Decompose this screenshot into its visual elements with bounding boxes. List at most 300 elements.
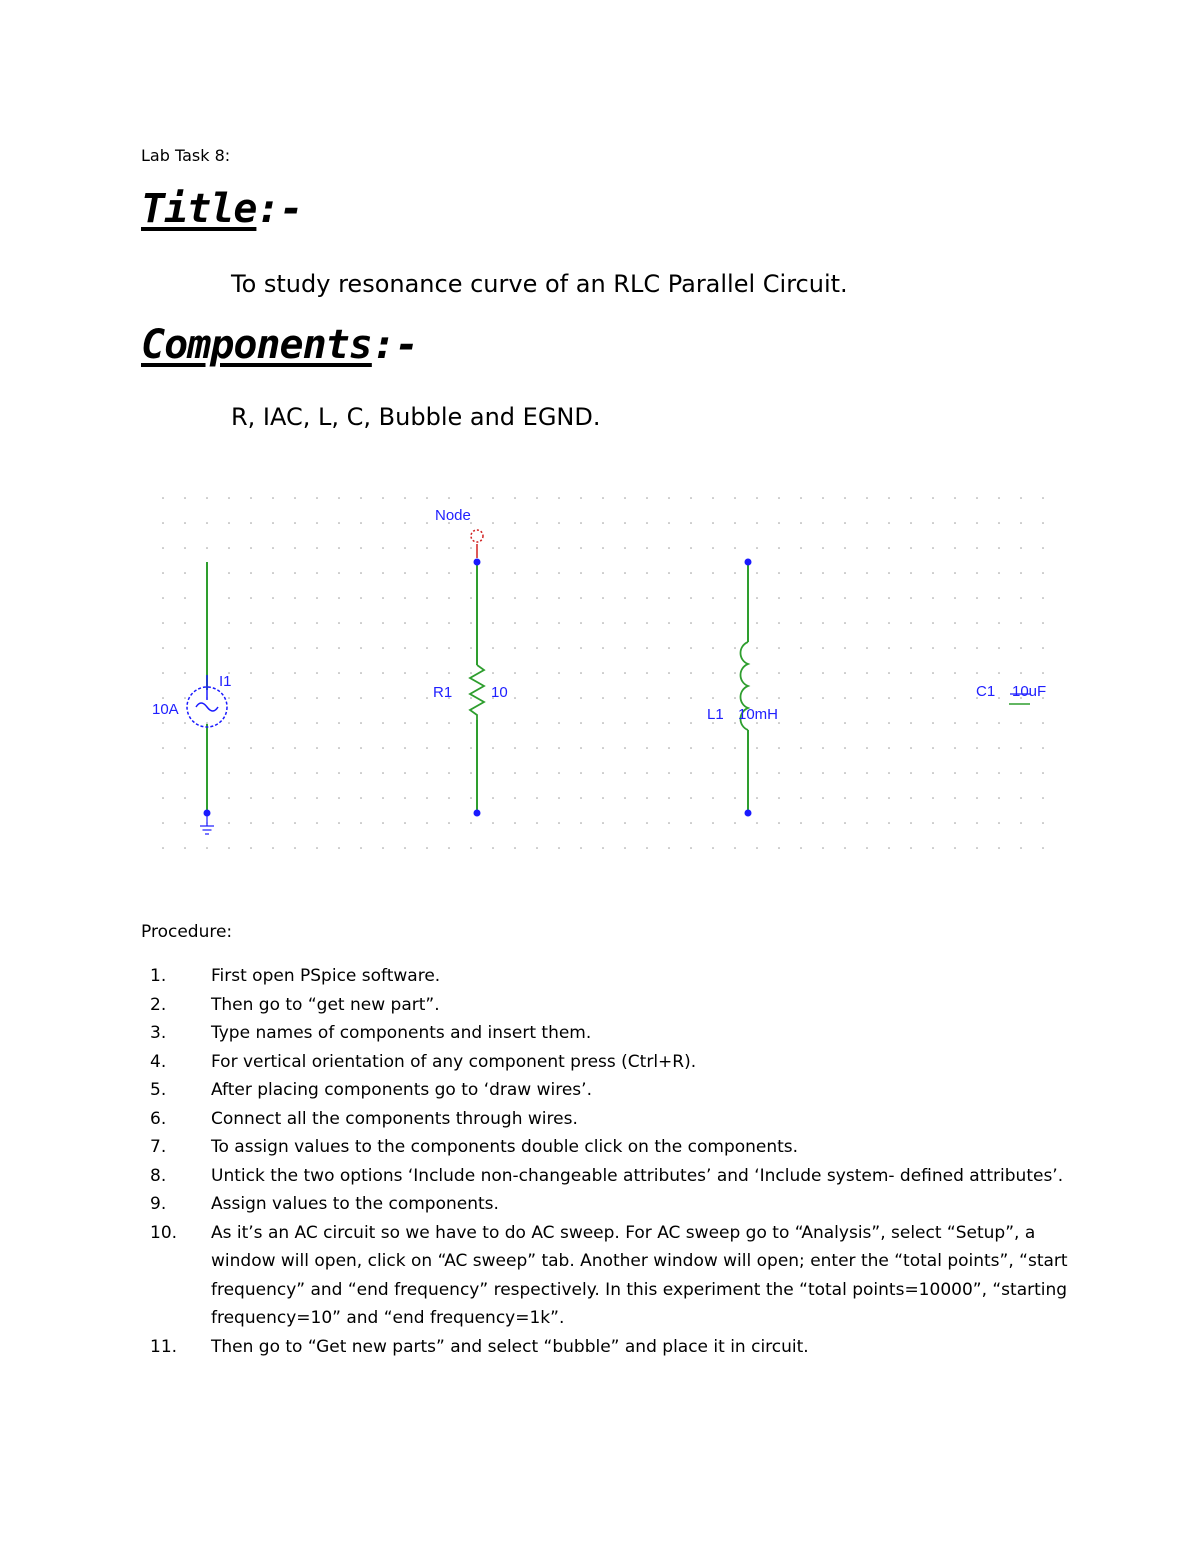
grid-dot [514,622,516,624]
grid-dot [998,722,1000,724]
grid-dot [866,547,868,549]
grid-dot [448,797,450,799]
grid-dot [514,847,516,849]
grid-dot [558,497,560,499]
grid-dot [1042,522,1044,524]
procedure-step [141,962,1101,991]
grid-dot [162,797,164,799]
grid-dot [668,697,670,699]
grid-dot [1042,547,1044,549]
grid-dot [382,522,384,524]
grid-dot [294,822,296,824]
grid-dot [800,622,802,624]
grid-dot [228,822,230,824]
grid-dot [228,522,230,524]
grid-dot [866,647,868,649]
grid-dot [338,672,340,674]
grid-dot [272,772,274,774]
grid-dot [602,772,604,774]
grid-dot [360,722,362,724]
capacitor-value-label: 10uF [1012,683,1047,700]
grid-dot [316,522,318,524]
bubble-node [435,507,483,558]
grid-dot [646,572,648,574]
grid-dot [360,847,362,849]
grid-dot [734,647,736,649]
grid-dot [580,497,582,499]
grid-dot [756,622,758,624]
step-number: 1. [150,966,167,986]
grid-dot [470,672,472,674]
grid-dot [162,622,164,624]
grid-dot [778,797,780,799]
grid-dot [976,722,978,724]
grid-dot [624,522,626,524]
grid-dot [800,722,802,724]
grid-dot [954,572,956,574]
grid-dot [426,547,428,549]
grid-dot [426,797,428,799]
grid-dot [404,772,406,774]
step-number: 8. [150,1165,167,1186]
grid-dot [228,597,230,599]
current-source-i1 [152,562,232,834]
grid-dot [800,572,802,574]
grid-dot [888,522,890,524]
capacitor-c1 [976,683,1046,704]
inductor-value-label: 10mH [738,706,779,723]
grid-dot [690,847,692,849]
grid-dot [558,822,560,824]
grid-dot [690,747,692,749]
lab-task-label: Lab Task 8: [141,146,231,165]
grid-dot [470,797,472,799]
grid-dot [1042,797,1044,799]
grid-dot [976,597,978,599]
grid-dot [690,597,692,599]
step-number: 6. [150,1108,167,1129]
grid-dot [360,672,362,674]
grid-dot [162,572,164,574]
grid-dot [646,672,648,674]
grid-dot [932,822,934,824]
grid-dot [756,797,758,799]
grid-dot [690,647,692,649]
grid-dot [184,722,186,724]
step-text: Then go to “Get new parts” and select “bubble” and place it in circuit. [211,1336,809,1357]
grid-dot [184,697,186,699]
grid-dot [932,547,934,549]
grid-dot [1020,572,1022,574]
grid-dot [778,847,780,849]
grid-dot [514,822,516,824]
grid-dot [932,772,934,774]
grid-dot [734,772,736,774]
grid-dot [866,772,868,774]
grid-dot [448,747,450,749]
grid-dot [756,747,758,749]
grid-dot [910,772,912,774]
grid-dot [822,597,824,599]
grid-dot [360,622,362,624]
grid-dot [888,847,890,849]
grid-dot [514,547,516,549]
grid-dot [382,772,384,774]
grid-dot [184,747,186,749]
grid-dot [250,547,252,549]
grid-dot [272,522,274,524]
grid-dot [250,672,252,674]
grid-dot [536,772,538,774]
procedure-step [141,1133,1101,1162]
grid-dot [1020,747,1022,749]
grid-dot [1020,847,1022,849]
resistor-name-label: R1 [433,684,453,701]
grid-dot [1042,772,1044,774]
grid-dot [580,522,582,524]
grid-dot [602,847,604,849]
grid-dot [998,597,1000,599]
grid-dot [1042,647,1044,649]
grid-dot [756,847,758,849]
grid-dot [998,772,1000,774]
grid-dot [338,547,340,549]
grid-dot [228,772,230,774]
grid-dot [382,497,384,499]
grid-dot [690,797,692,799]
grid-dot [646,847,648,849]
grid-dot [712,747,714,749]
grid-dot [866,622,868,624]
source-value-label: 10A [152,701,179,718]
grid-dot [382,822,384,824]
grid-dot [844,572,846,574]
grid-dot [404,747,406,749]
grid-dot [954,622,956,624]
grid-dot [360,497,362,499]
grid-dot [228,572,230,574]
grid-dot [646,522,648,524]
grid-dot [360,822,362,824]
step-number: 10. [150,1222,178,1243]
grid-dot [932,672,934,674]
grid-dot [844,622,846,624]
grid-dot [954,547,956,549]
grid-dot [646,497,648,499]
procedure-step [141,1105,1101,1134]
grid-dot [338,647,340,649]
grid-dot [690,572,692,574]
grid-dot [250,497,252,499]
grid-dot [448,597,450,599]
grid-dot [492,547,494,549]
step-number: 5. [150,1080,167,1100]
grid-dot [624,847,626,849]
grid-dot [822,772,824,774]
grid-dot [888,622,890,624]
grid-dot [448,672,450,674]
grid-dot [338,847,340,849]
grid-dot [360,772,362,774]
grid-dot [822,747,824,749]
grid-dot [624,547,626,549]
grid-dot [470,647,472,649]
grid-dot [250,772,252,774]
grid-dot [272,647,274,649]
grid-dot [426,697,428,699]
grid-dot [734,497,736,499]
grid-dot [954,822,956,824]
resistor-r1 [433,559,508,817]
grid-dot [734,822,736,824]
grid-dot [558,597,560,599]
grid-dot [514,597,516,599]
grid-dot [338,722,340,724]
grid-dot [800,522,802,524]
grid-dot [382,547,384,549]
grid-dot [602,497,604,499]
grid-dot [602,797,604,799]
grid-dot [228,747,230,749]
grid-dot [844,497,846,499]
grid-dot [470,772,472,774]
grid-dot [536,697,538,699]
grid-dot [690,497,692,499]
grid-dot [712,797,714,799]
grid-dot [426,672,428,674]
grid-dot [976,772,978,774]
grid-dot [646,772,648,774]
grid-dot [1020,622,1022,624]
grid-dot [536,672,538,674]
grid-dot [250,647,252,649]
grid-dot [866,797,868,799]
grid-dot [580,672,582,674]
grid-dot [426,847,428,849]
grid-dot [184,547,186,549]
grid-dot [932,722,934,724]
grid-dot [206,722,208,724]
step-text: Assign values to the components. [211,1194,499,1214]
grid-dot [602,747,604,749]
grid-dot [690,522,692,524]
inductor-l1 [707,559,778,817]
grid-dot [668,597,670,599]
grid-dot [162,547,164,549]
grid-dot [954,647,956,649]
grid-dot [998,847,1000,849]
grid-dot [272,697,274,699]
step-text: To assign values to the components double click on the components. [211,1137,799,1157]
grid-dot [624,722,626,724]
grid-dot [602,722,604,724]
grid-dot [338,822,340,824]
grid-dot [844,772,846,774]
grid-dot [470,847,472,849]
grid-dot [602,647,604,649]
grid-dot [228,622,230,624]
grid-dot [646,622,648,624]
grid-dot [294,672,296,674]
grid-dot [338,797,340,799]
grid-dot [294,547,296,549]
grid-dot [492,522,494,524]
grid-dot [712,847,714,849]
grid-dot [360,572,362,574]
grid-dot [976,647,978,649]
title-heading: Title:- [141,186,303,232]
grid-dot [470,622,472,624]
grid-dot [932,647,934,649]
grid-dot [646,822,648,824]
grid-dot [294,747,296,749]
grid-dot [294,497,296,499]
grid-dot [448,772,450,774]
grid-dot [932,747,934,749]
grid-dot [910,697,912,699]
grid-dot [800,647,802,649]
grid-dot [624,647,626,649]
procedure-label: Procedure: [141,922,233,942]
grid-dot [690,622,692,624]
grid-dot [250,847,252,849]
grid-dot [778,497,780,499]
grid-dot [910,547,912,549]
grid-dot [998,572,1000,574]
grid-dot [228,797,230,799]
grid-dot [1020,672,1022,674]
grid-dot [492,822,494,824]
grid-dot [492,847,494,849]
step-text: Type names of components and insert them. [211,1023,592,1043]
grid-dot [844,597,846,599]
grid-dot [668,822,670,824]
grid-dot [690,822,692,824]
grid-dot [514,747,516,749]
grid-dot [404,822,406,824]
grid-dot [316,797,318,799]
grid-dot [998,822,1000,824]
grid-dot [536,747,538,749]
grid-dot [162,497,164,499]
grid-dot [228,497,230,499]
grid-dot [844,847,846,849]
grid-dot [316,547,318,549]
grid-dot [822,697,824,699]
grid-dot [492,772,494,774]
grid-dot [338,497,340,499]
grid-dot [294,847,296,849]
grid-dot [382,597,384,599]
grid-dot [448,722,450,724]
grid-dot [536,597,538,599]
grid-dot [536,647,538,649]
grid-dot [998,547,1000,549]
grid-dot [712,622,714,624]
grid-dot [734,622,736,624]
grid-dot [536,572,538,574]
grid-dot [316,622,318,624]
grid-dot [734,797,736,799]
grid-dot [294,697,296,699]
grid-dot [558,672,560,674]
grid-dot [536,722,538,724]
grid-dot [690,722,692,724]
step-text: Connect all the components through wires. [211,1108,578,1129]
grid-dot [404,797,406,799]
grid-dot [404,572,406,574]
grid-dot [756,647,758,649]
grid-dot [976,797,978,799]
grid-dot [1042,847,1044,849]
grid-dot [910,597,912,599]
procedure-step [141,1333,1101,1362]
grid-dot [580,722,582,724]
grid-dot [778,597,780,599]
grid-dot [162,597,164,599]
grid-dot [844,647,846,649]
node-label: Node [435,507,471,524]
grid-dot [668,622,670,624]
grid-dot [492,647,494,649]
grid-dot [668,522,670,524]
grid-dot [360,697,362,699]
grid-dot [976,572,978,574]
grid-dot [866,672,868,674]
grid-dot [360,522,362,524]
grid-dot [492,747,494,749]
grid-dot [624,672,626,674]
step-number: 4. [150,1051,167,1072]
grid-dot [756,772,758,774]
grid-dot [294,797,296,799]
grid-dot [646,747,648,749]
grid-dot [184,847,186,849]
grid-dot [316,847,318,849]
grid-dot [910,747,912,749]
step-text: As it’s an AC circuit so we have to do AC sweep. For AC sweep go to “Analysis”, select “Setup”, a window will open, click on “AC sweep” tab. Another window will open; enter the “total points”, “start frequency” and “end frequency” respectively. In this experiment the “total points=10000”, “starting frequency=10” and “end frequency=1k”. [211,1222,1068,1328]
grid-dot [514,647,516,649]
grid-dot [272,747,274,749]
grid-dot [954,597,956,599]
grid-dot [888,547,890,549]
step-number: 2. [150,994,167,1015]
grid-dot [734,847,736,849]
grid-dot [910,672,912,674]
grid-dot [602,697,604,699]
grid-dot [184,647,186,649]
grid-dot [712,822,714,824]
resistor-value-label: 10 [491,684,508,701]
grid-dot [690,697,692,699]
grid-dot [712,597,714,599]
grid-dot [998,622,1000,624]
step-number: 3. [150,1023,167,1043]
grid-dot [580,822,582,824]
grid-dot [580,622,582,624]
grid-dot [734,672,736,674]
procedure-step [141,1190,1101,1219]
grid-dot [976,822,978,824]
procedure-step [141,1076,1101,1105]
grid-dot [844,697,846,699]
grid-dot [822,797,824,799]
grid-dot [800,597,802,599]
grid-dot [756,522,758,524]
grid-dot [272,597,274,599]
grid-dot [866,847,868,849]
grid-dot [998,747,1000,749]
